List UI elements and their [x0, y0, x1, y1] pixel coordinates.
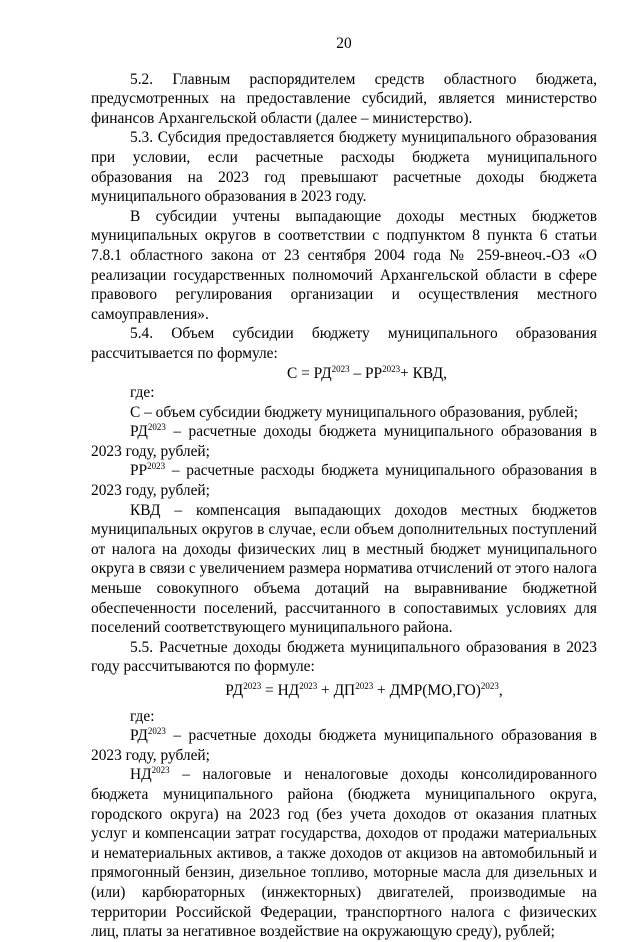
definition-nd: $НД^{2023}$ – налоговые и неналоговые доходы консолидированного бюджета муниципального района (бюджета муниципального округа, городского округа) на 2023 год (без учета доходов от оказания платных услуг и компенсации затрат государства, доходов от продажи материальных и нематериальных активов, а также доходов от акцизов на автомобильный и прямогонный бензин, дизельное топливо, моторные масла для дизельных и (или) карбюраторных (инжекторных) двигателей, производимые на территории Российской Федерации, транспортного налога с физических лиц, платы за негативное воздействие на окружающую среду), рублей;	[91, 765, 597, 941]
definition-rd: $РД^{2023}$ – расчетные доходы бюджета муниципального образования в 2023 году, рублей;	[91, 422, 597, 460]
document-page	[91, 34, 597, 942]
definition-rd-2: $РД^{2023}$ – расчетные доходы бюджета муниципального образования в 2023 году, рублей;	[91, 726, 597, 764]
paragraph-5-3-subsidy: В субсидии учтены выпадающие доходы местных бюджетов муниципальных округов в соответствии с подпунктом 8 пункта 6 статьи 7.8.1 областного закона от 23 сентября 2004 года № 259-внеоч.-ОЗ «О реализации государственных полномочий Архангельской области в сфере правового регулирования организации и осуществления местного самоуправления».	[91, 207, 597, 323]
page-number: 20	[336, 35, 352, 52]
where-label-2: где:	[130, 707, 155, 725]
paragraph-5-2: 5.2. Главным распорядителем средств областного бюджета, предусмотренных на предоставление субсидий, является министерство финансов Архангельской области (далее – министерство).	[91, 70, 597, 127]
definition-c: С – объем субсидии бюджету муниципального образования, рублей;	[130, 403, 579, 421]
definition-kvd: КВД – компенсация выпадающих доходов местных бюджетов муниципальных округов в случае, если объем дополнительных поступлений от налога на доходы физических лиц в местный бюджет муниципального округа в связи с увеличением размера норматива отчислений от этого налога меньше совокупного объема дотаций на выравнивание бюджетной обеспеченности поселений, рассчитанного в сопоставимых условиях для поселений соответствующего муниципального района.	[91, 501, 597, 637]
formula-income: $РД^{2023} = НД^{2023} + ДП^{2023} + ДМР(МО,ГО)^{2023}$,	[225, 681, 503, 699]
paragraph-5-3: 5.3. Субсидия предоставляется бюджету муниципального образования при условии, если расчетные расходы бюджета муниципального образования на 2023 год превышают расчетные доходы бюджета муниципального образования в 2023 году.	[91, 129, 597, 206]
paragraph-5-4: 5.4. Объем субсидии бюджету муниципального образования рассчитывается по формуле:	[91, 325, 597, 362]
formula-subsidy: $С = РД^{2023} - РР^{2023}+$ КВД,	[287, 363, 447, 382]
definition-rr: $РР^{2023}$ – расчетные расходы бюджета муниципального образования в 2023 году, рублей;	[91, 461, 597, 500]
paragraph-5-5: 5.5. Расчетные доходы бюджета муниципального образования в 2023 году рассчитываются по формуле:	[91, 638, 597, 676]
where-label-1: где:	[130, 384, 155, 402]
